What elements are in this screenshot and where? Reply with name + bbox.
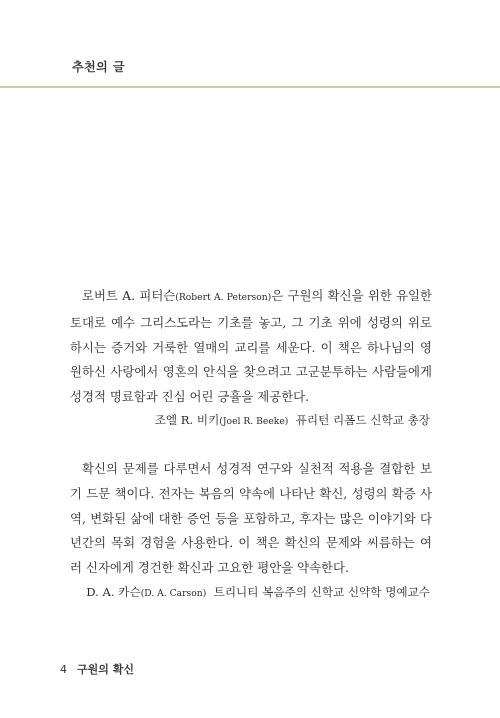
endorsement-1-text-start: 로버트 A. 피터슨	[82, 288, 176, 303]
section-title: 추천의 글	[72, 60, 126, 74]
endorsement-1-author-english: (Robert A. Peterson)	[175, 292, 272, 303]
endorser-2-name-english: (D. A. Carson)	[140, 588, 207, 599]
endorser-1-name-english: (Joel R. Beeke)	[219, 416, 289, 427]
page-number: 4	[60, 663, 67, 676]
header-divider	[0, 86, 500, 88]
endorsement-paragraph-2: 확신의 문제를 다루면서 성경적 연구와 실천적 적용을 결합한 보기 드문 책이다. 전자는 복음의 약속에 나타난 확신, 성령의 확증 사역, 변화된 삶에 대한 증언 등을 포함하고, 후자는 많은 이야기와 다년간의 목회 경험을 사용한다. 이 책은 확신의 문제와 씨름하는 여러 신자에게 경건한 확신과 고요한 평안을 약속한다.	[70, 461, 432, 576]
endorsement-paragraph-1	[70, 284, 432, 410]
endorsement-1-text-rest: 은 구원의 확신을 위한 유일한 토대로 예수 그리스도라는 기초를 놓고, 그 기초 위에 성령의 위로하시는 증거와 거룩한 열매의 교리를 세운다. 이 책은 하나님의 영원하신 사랑에서 영혼의 안식을 찾으려고 고군분투하는 사람들에게 성경적 명료함과 진심 어린 긍휼을 제공한다.	[70, 288, 432, 405]
endorser-1-name: 조엘 R. 비키	[154, 413, 220, 427]
book-title: 구원의 확신	[77, 663, 134, 676]
endorser-2-name: D. A. 카슨	[86, 585, 141, 599]
page-footer	[60, 661, 134, 677]
endorsement-2-attribution	[86, 584, 430, 600]
running-header	[0, 0, 500, 88]
endorser-1-role: 퓨리턴 리폼드 신학교 총장	[295, 413, 430, 427]
endorsement-1-attribution	[155, 412, 430, 428]
endorser-2-role: 트리니티 복음주의 신학교 신약학 명예교수	[213, 585, 430, 599]
